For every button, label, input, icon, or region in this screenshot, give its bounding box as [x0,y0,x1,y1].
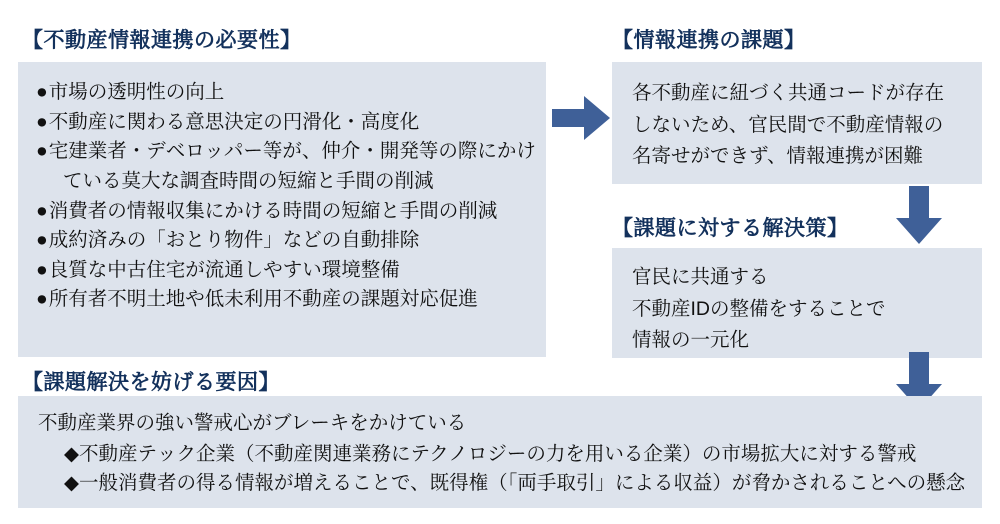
list-item-label: 不動産に関わる意思決定の円滑化・高度化 [48,110,420,133]
list-item-label: 所有者不明土地や低未利用不動産の課題対応促進 [48,288,478,311]
bullet-mark: ● [36,140,48,163]
list-item-continuation [36,167,530,197]
bullet-mark: ● [36,288,48,311]
solution-line: 情報の一元化 [632,329,750,352]
obstacle-item-label: 一般消費者の得る情報が増えることで、既得権（「両手取引」による収益）が脅かされることへの懸念 [79,472,966,495]
list-item [36,285,530,315]
heading-necessity: 【不動産情報連携の必要性】 [22,29,302,52]
list-item [36,256,530,286]
issue-line: しないため、官民間で不動産情報の [632,113,944,136]
arrow-down-icon [896,186,942,244]
solution-line: 不動産IDの整備をすることで [632,297,886,320]
panel-obstacle [18,396,982,508]
solution-line: 官民に共通する [632,266,769,288]
heading-issue: 【情報連携の課題】 [612,29,806,52]
list-item-label: 消費者の情報収集にかける時間の短縮と手間の削減 [48,199,498,222]
bullet-mark: ● [36,81,48,103]
issue-line: 各不動産に紐づく共通コードが存在 [632,82,945,104]
bullet-mark: ● [36,110,48,133]
list-item-label: 市場の透明性の向上 [48,81,225,103]
diamond-mark: ◆ [64,442,79,465]
panel-issue [612,62,982,184]
list-item-label: ている莫大な調査時間の短縮と手間の削減 [63,169,434,192]
list-item [36,108,530,138]
obstacle-item [38,469,968,499]
list-item [36,137,536,167]
bullet-mark: ● [36,199,48,222]
obstacle-lead: 不動産業界の強い警戒心がブレーキをかけている [38,412,467,434]
necessity-list [36,78,536,315]
panel-solution [612,248,982,358]
obstacle-item-label: 不動産テック企業（不動産関連業務にテクノロジーの力を用いる企業）の市場拡大に対する警戒 [79,442,917,465]
list-item-label: 宅建業者・デベロッパー等が、仲介・開発等の際にかけ [48,140,536,163]
heading-obstacle: 【課題解決を妨げる要因】 [22,371,280,394]
bullet-mark: ● [36,258,48,281]
obstacle-item [38,440,968,470]
list-item-label: 良質な中古住宅が流通しやすい環境整備 [48,258,400,281]
list-item [36,226,530,256]
list-item [36,78,530,108]
list-item [36,197,530,227]
list-item-label: 成約済みの「おとり物件」などの自動排除 [48,229,420,252]
arrow-right-icon [552,96,610,140]
diamond-mark: ◆ [64,472,79,495]
heading-solution: 【課題に対する解決策】 [612,217,849,240]
panel-necessity [18,62,546,357]
issue-line: 名寄せができず、情報連携が困難 [632,145,923,168]
bullet-mark: ● [36,229,48,252]
